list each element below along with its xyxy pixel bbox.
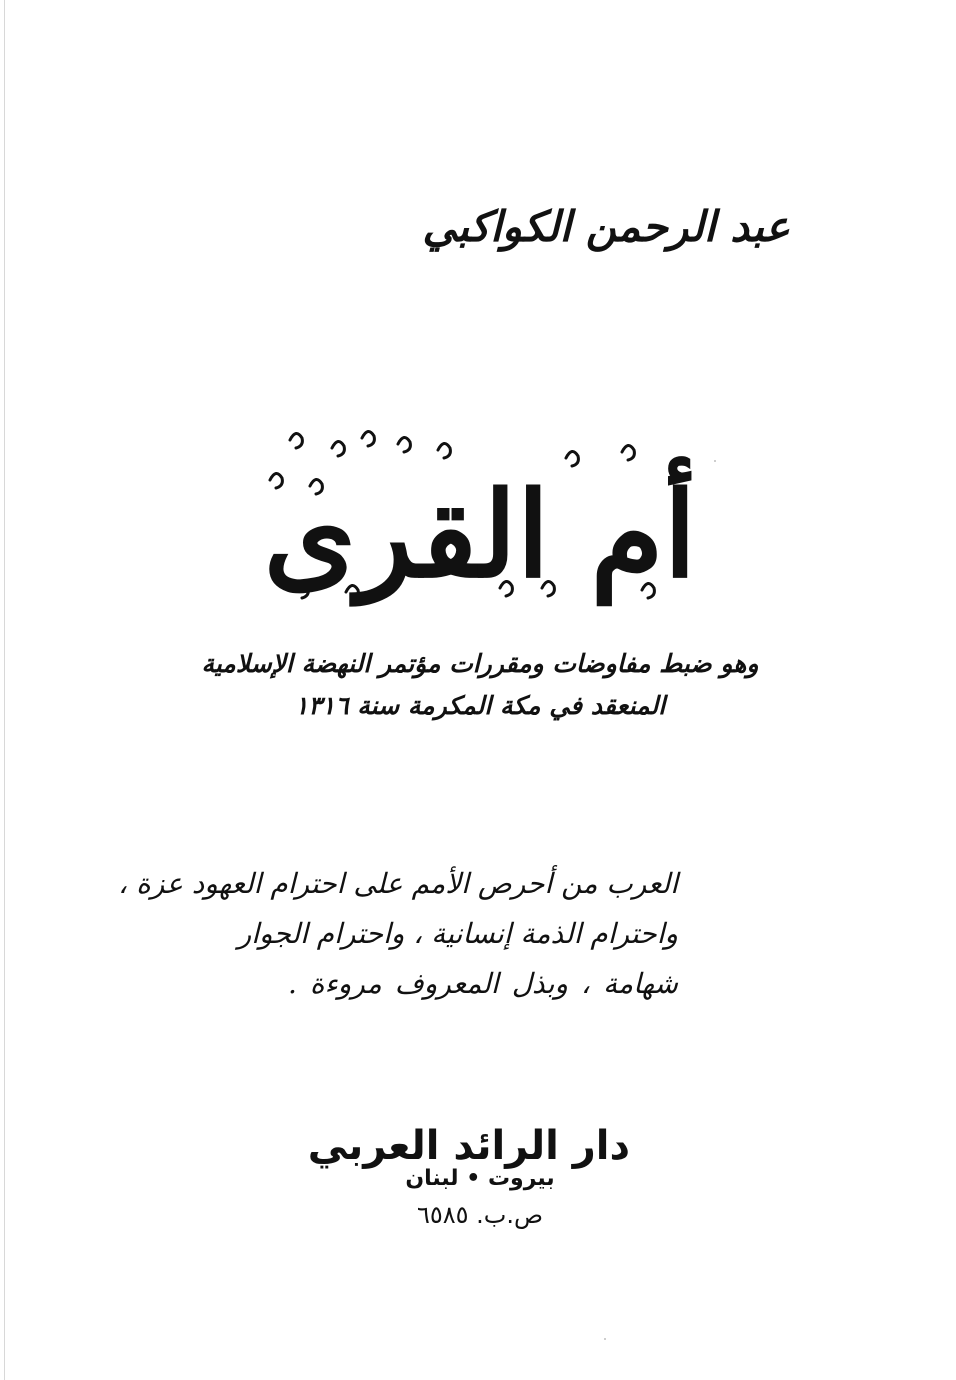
subtitle-line-2: المنعقد في مكة المكرمة سنة ١٣١٦ bbox=[294, 691, 666, 720]
vowel-mark bbox=[398, 437, 410, 452]
subtitle-line-1: وهو ضبط مفاوضات ومقررات مؤتمر النهضة الإسلامية bbox=[201, 649, 759, 678]
vowel-mark bbox=[438, 443, 450, 458]
vowel-mark bbox=[332, 441, 344, 456]
scan-speck bbox=[714, 460, 716, 462]
epigraph-line-1: العرب من أحرص الأمم على احترام العهود عزة ، bbox=[118, 867, 678, 900]
author-name: عبد الرحمن الكواكبي bbox=[422, 202, 790, 251]
publisher-name: دار الرائد العربي bbox=[307, 1123, 630, 1169]
vowel-mark bbox=[290, 433, 302, 448]
vowel-mark bbox=[362, 431, 374, 446]
publisher-location: بيروت • لبنان bbox=[405, 1166, 555, 1191]
epigraph-line-3: شهامة ، وبذل المعروف مروءة . bbox=[288, 967, 678, 1000]
vowel-mark bbox=[622, 445, 634, 460]
epigraph-line-2: واحترام الذمة إنسانية ، واحترام الجوار bbox=[237, 917, 678, 950]
publisher-po-box: ص.ب. ٦٥٨٥ bbox=[416, 1201, 544, 1229]
title-calligraphy bbox=[250, 420, 710, 640]
scan-speck bbox=[604, 1338, 606, 1340]
book-title: أم القرى bbox=[263, 465, 697, 604]
scan-edge bbox=[4, 0, 5, 1380]
